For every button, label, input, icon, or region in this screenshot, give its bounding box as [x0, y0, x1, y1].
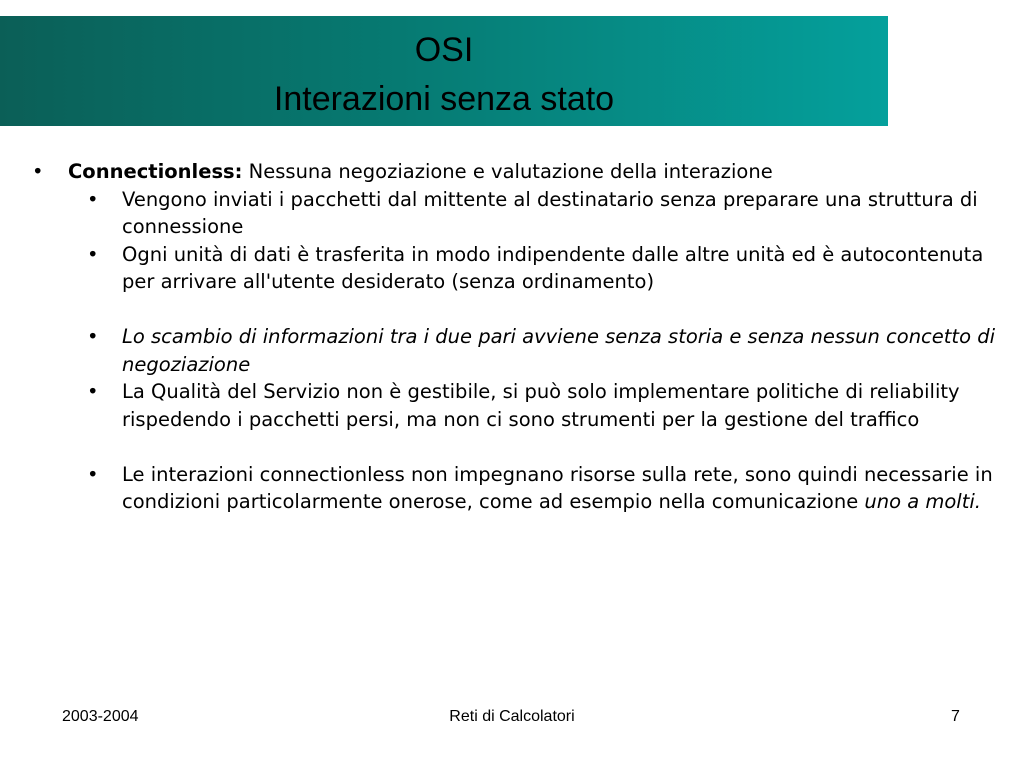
- footer-course: Reti di Calcolatori: [449, 708, 575, 725]
- bullet-marker: •: [32, 160, 44, 183]
- bullet-text: Vengono inviati i pacchetti dal mittente al destinatario senza preparare una struttura di connessione: [122, 187, 978, 238]
- bullet-marker: •: [87, 187, 99, 211]
- footer-date: 2003-2004: [62, 708, 139, 725]
- bullet-qualita-servizio: [0, 378, 1000, 433]
- bullet-marker: •: [87, 462, 99, 486]
- slide-body: [0, 158, 1000, 516]
- bullet-interazioni-connectionless: [0, 461, 1000, 516]
- bullet-text: Ogni unità di dati è trasferita in modo indipendente dalle altre unità ed è autocontenuta per arrivare all'utente desiderato (senza ordinamento): [122, 242, 984, 293]
- bullet-marker: •: [87, 242, 99, 266]
- bullet-marker: •: [87, 380, 99, 403]
- bullet-text: La Qualità del Servizio non è gestibile, si può solo implementare politiche di reliability rispedendo i pacchetti persi, ma non ci sono strumenti per la gestione del traffico: [122, 380, 960, 431]
- bullet-marker: •: [87, 325, 99, 348]
- connectionless-label: Connectionless:: [68, 160, 243, 183]
- bullet-ogni-unita: [0, 241, 1000, 296]
- slide-title: OSI: [414, 31, 474, 69]
- bullet-scambio-informazioni: [0, 323, 1000, 378]
- bullet-text: Lo scambio di informazioni tra i due pari avviene senza storia e senza nessun concetto di negoziazione: [122, 325, 995, 376]
- bullet-vengono-inviati: [0, 186, 1000, 241]
- slide-subtitle: Interazioni senza stato: [273, 80, 615, 118]
- paragraph-gap: [0, 433, 1000, 461]
- paragraph-gap: [0, 296, 1000, 324]
- footer-page-number: 7: [951, 708, 960, 725]
- connectionless-definition: Nessuna negoziazione e valutazione della interazione: [242, 160, 773, 183]
- bullet-text: Le interazioni connectionless non impegnano risorse sulla rete, sono quindi necessarie in condizioni particolarmente onerose, come ad esempio nella comunicazione: [122, 462, 993, 513]
- bullet-connectionless: [0, 158, 1000, 186]
- bullet-emphasis: uno a molti.: [864, 490, 981, 513]
